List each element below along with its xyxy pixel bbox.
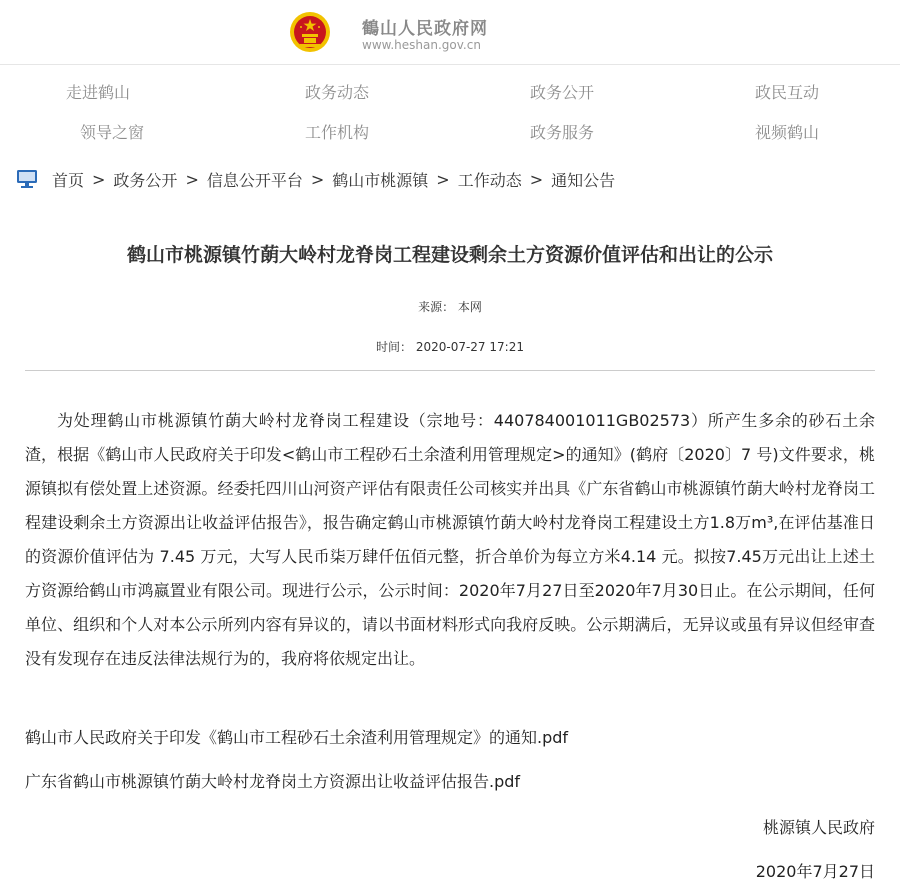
site-name[interactable]: 鶴山人民政府网 [362, 19, 488, 39]
breadcrumb-home[interactable]: 首页 [52, 170, 85, 190]
nav-item-agencies[interactable]: 工作机构 [304, 123, 369, 142]
main-nav [0, 72, 900, 152]
nav-item-about[interactable]: 走进鹤山 [65, 83, 130, 102]
breadcrumb [16, 166, 615, 192]
breadcrumb-work-news[interactable]: 工作动态 [457, 170, 522, 190]
attachment-link-notice[interactable]: 鹤山市人民政府关于印发《鹤山市工程砂石土余渣利用管理规定》的通知.pdf [25, 728, 569, 747]
national-emblem-icon[interactable] [288, 10, 332, 54]
breadcrumb-platform[interactable]: 信息公开平台 [206, 170, 303, 190]
breadcrumb-notices[interactable]: 通知公告 [551, 170, 616, 190]
breadcrumb-separator: > [436, 169, 450, 189]
signature-date: 2020年7月27日 [755, 862, 875, 881]
breadcrumb-town[interactable]: 鹤山市桃源镇 [332, 170, 429, 190]
article-body: 为处理鹤山市桃源镇竹蓢大岭村龙脊岗工程建设（宗地号：440784001011GB02573）所产生多余的砂石土余渣，根据《鹤山市人民政府关于印发<鹤山市工程砂石土余渣利用管理规定>的通知》(鹤府〔2020〕7 号)文件要求，桃源镇拟有偿处置上述资源。经委托四川山河资产评估有限责任公司核实并出具《广东省鹤山市桃源镇竹蓢大岭村龙脊岗工程建设剩余土方资源出让收益评估报告》，报告确定鹤山市桃源镇竹蓢大岭村龙脊岗工程建设土方1.8万m³,在评估基准日的资源价值评估为 7.45 万元，大写人民币柒万肆仟伍佰元整，折合单价为每立方米4.14 元。拟按7.45万元出让上述土方资源给鹤山市鸿嬴置业有限公司。现进行公示，公示时间：2020年7月27日至2020年7月30日止。在公示期间，任何单位、组织和个人对本公示所列内容有异议的，请以书面材料形式向我府反映。公示期满后，无异议或虽有异议但经审查没有发现存在违反法律法规行为的，我府将依规定出让。 [25, 411, 875, 668]
site-header [0, 0, 900, 65]
nav-item-news[interactable]: 政务动态 [304, 83, 369, 102]
breadcrumb-separator: > [529, 169, 544, 189]
breadcrumb-separator: > [92, 169, 106, 189]
nav-item-interaction[interactable]: 政民互动 [754, 83, 819, 102]
nav-item-leaders[interactable]: 领导之窗 [79, 123, 144, 142]
article-title: 鹤山市桃源镇竹蓢大岭村龙脊岗工程建设剩余土方资源价值评估和出让的公示 [126, 244, 773, 266]
article-time: 时间： 2020-07-27 17:21 [376, 340, 524, 354]
article-source: 来源： 本网 [418, 300, 482, 314]
nav-item-services[interactable]: 政务服务 [529, 123, 594, 142]
breadcrumb-public[interactable]: 政务公开 [113, 170, 178, 190]
signature: 桃源镇人民政府 [762, 818, 875, 837]
attachment-link-report[interactable]: 广东省鹤山市桃源镇竹蓢大岭村龙脊岗土方资源出让收益评估报告.pdf [25, 772, 521, 791]
breadcrumb-separator: > [310, 169, 325, 189]
divider [25, 370, 875, 371]
breadcrumb-separator: > [185, 169, 199, 189]
nav-item-public[interactable]: 政务公开 [529, 83, 594, 102]
monitor-icon [16, 169, 38, 189]
site-url[interactable]: www.heshan.gov.cn [362, 38, 481, 52]
nav-item-video[interactable]: 视频鹤山 [754, 123, 819, 142]
